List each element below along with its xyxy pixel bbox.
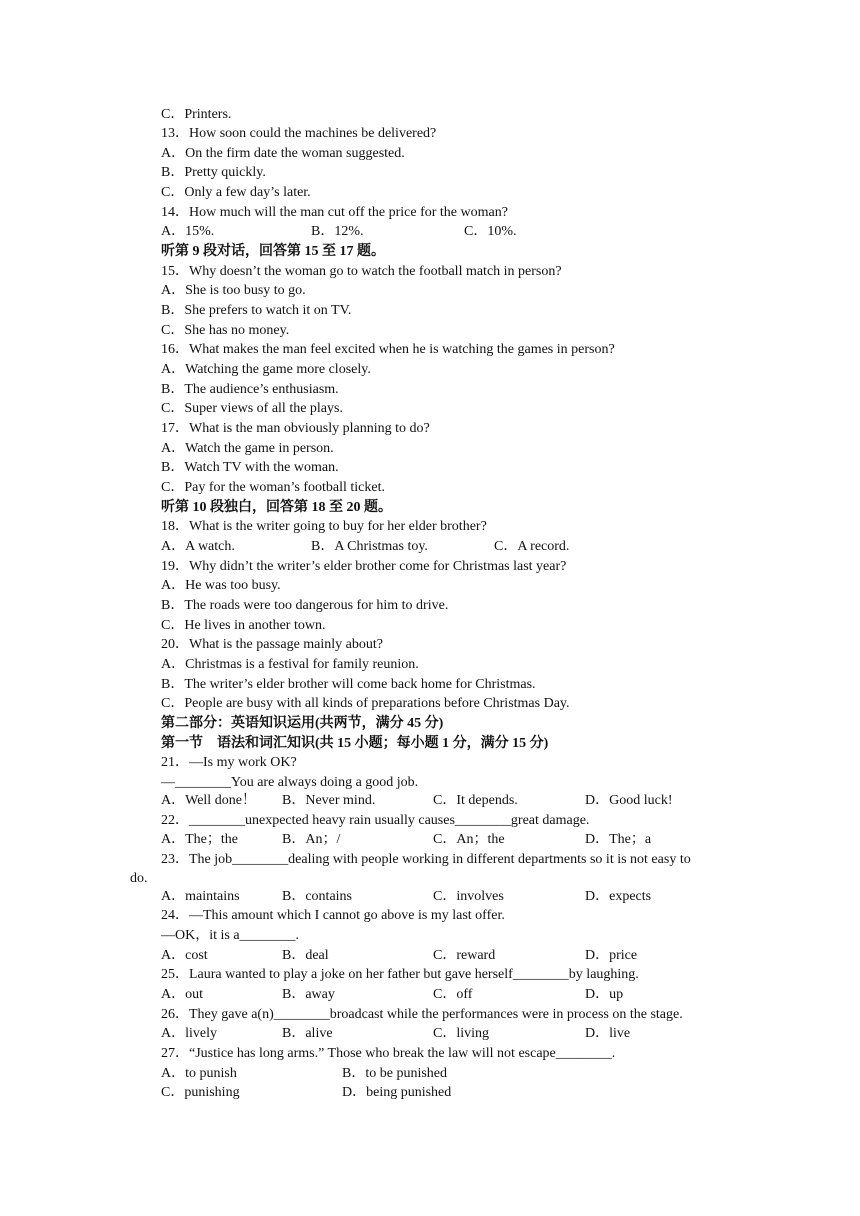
q26-option-a: A．lively <box>161 1026 217 1041</box>
q13-option-c: C．Only a few day’s later. <box>161 185 311 200</box>
q23-option-b: B．contains <box>282 889 352 904</box>
q19-option-b: B．The roads were too dangerous for him to drive. <box>161 598 449 613</box>
q24-stem: 24．—This amount which I cannot go above is my last offer. <box>161 908 505 923</box>
q27-option-d: D．being punished <box>342 1085 452 1100</box>
q26-option-c: C．living <box>433 1026 490 1041</box>
q24-option-a: A．cost <box>161 948 208 963</box>
q12-option-c: C．Printers. <box>161 107 232 122</box>
q27-option-c: C．punishing <box>161 1085 240 1100</box>
q14-option-a: A．15%. <box>161 224 215 239</box>
q26-option-d: D．live <box>585 1026 631 1041</box>
q22-option-b: B．An；/ <box>282 832 341 847</box>
q15-stem: 15．Why doesn’t the woman go to watch the football match in person? <box>161 264 562 279</box>
q20-option-c: C．People are busy with all kinds of preparations before Christmas Day. <box>161 696 570 711</box>
q15-option-b: B．She prefers to watch it on TV. <box>161 303 352 318</box>
q13-stem: 13．How soon could the machines be delivered? <box>161 126 437 141</box>
q20-option-a: A．Christmas is a festival for family reunion. <box>161 657 419 672</box>
section-one-heading: 第一节 语法和词汇知识(共 15 小题；每小题 1 分，满分 15 分) <box>161 736 549 751</box>
q16-stem: 16．What makes the man feel excited when he is watching the games in person? <box>161 342 615 357</box>
q18-stem: 18．What is the writer going to buy for her elder brother? <box>161 519 487 534</box>
q21-stem: 21．—Is my work OK? <box>161 755 297 770</box>
q25-option-a: A．out <box>161 987 203 1002</box>
q13-option-b: B．Pretty quickly. <box>161 165 266 180</box>
section-heading-dialogue-9: 听第 9 段对话，回答第 15 至 17 题。 <box>161 244 385 259</box>
q14-stem: 14．How much will the man cut off the price for the woman? <box>161 205 508 220</box>
q19-option-c: C．He lives in another town. <box>161 618 326 633</box>
q13-option-a: A．On the firm date the woman suggested. <box>161 146 405 161</box>
q19-stem: 19．Why didn’t the writer’s elder brother come for Christmas last year? <box>161 559 567 574</box>
q24-option-d: D．price <box>585 948 638 963</box>
q26-option-b: B．alive <box>282 1026 333 1041</box>
q15-option-a: A．She is too busy to go. <box>161 283 306 298</box>
q14-option-b: B．12%. <box>311 224 364 239</box>
q23-option-c: C．involves <box>433 889 504 904</box>
q21-option-b: B．Never mind. <box>282 793 376 808</box>
section-heading-monologue-10: 听第 10 段独白，回答第 18 至 20 题。 <box>161 500 392 515</box>
q23-option-a: A．maintains <box>161 889 240 904</box>
q22-option-c: C．An；the <box>433 832 505 847</box>
q21-option-d: D．Good luck! <box>585 793 673 808</box>
q20-option-b: B．The writer’s elder brother will come back home for Christmas. <box>161 677 536 692</box>
q17-option-c: C．Pay for the woman’s football ticket. <box>161 480 385 495</box>
q24-option-c: C．reward <box>433 948 496 963</box>
q26-stem: 26．They gave a(n)________broadcast while the performances were in process on the stage. <box>161 1007 683 1022</box>
q16-option-a: A．Watching the game more closely. <box>161 362 371 377</box>
q17-stem: 17．What is the man obviously planning to do? <box>161 421 430 436</box>
q18-option-a: A．A watch. <box>161 539 235 554</box>
q14-option-c: C．10%. <box>464 224 517 239</box>
q18-option-b: B．A Christmas toy. <box>311 539 428 554</box>
q24-option-b: B．deal <box>282 948 329 963</box>
part-two-heading: 第二部分：英语知识运用(共两节，满分 45 分) <box>161 716 444 731</box>
q23-stem: 23．The job________dealing with people working in different departments so it is not easy to <box>161 852 691 867</box>
q25-option-b: B．away <box>282 987 335 1002</box>
q17-option-b: B．Watch TV with the woman. <box>161 460 339 475</box>
q21-option-c: C．It depends. <box>433 793 518 808</box>
q21-response: —________You are always doing a good job. <box>161 775 419 790</box>
q23-stem-continued: do. <box>130 871 148 886</box>
q16-option-c: C．Super views of all the plays. <box>161 401 343 416</box>
q22-option-d: D．The；a <box>585 832 652 847</box>
q16-option-b: B．The audience’s enthusiasm. <box>161 382 339 397</box>
q24-response: —OK，it is a________. <box>161 928 300 943</box>
q23-option-d: D．expects <box>585 889 652 904</box>
q27-option-a: A．to punish <box>161 1066 237 1081</box>
q25-option-d: D．up <box>585 987 624 1002</box>
q19-option-a: A．He was too busy. <box>161 578 281 593</box>
q15-option-c: C．She has no money. <box>161 323 290 338</box>
q27-option-b: B．to be punished <box>342 1066 447 1081</box>
q21-option-a: A．Well done！ <box>161 793 256 808</box>
q25-option-c: C．off <box>433 987 473 1002</box>
q22-option-a: A．The；the <box>161 832 238 847</box>
q17-option-a: A．Watch the game in person. <box>161 441 334 456</box>
q18-option-c: C．A record. <box>494 539 570 554</box>
q27-stem: 27．“Justice has long arms.” Those who break the law will not escape________. <box>161 1046 616 1061</box>
q20-stem: 20．What is the passage mainly about? <box>161 637 383 652</box>
q25-stem: 25．Laura wanted to play a joke on her father but gave herself________by laughing. <box>161 967 639 982</box>
q22-stem: 22．________unexpected heavy rain usually causes________great damage. <box>161 813 590 828</box>
